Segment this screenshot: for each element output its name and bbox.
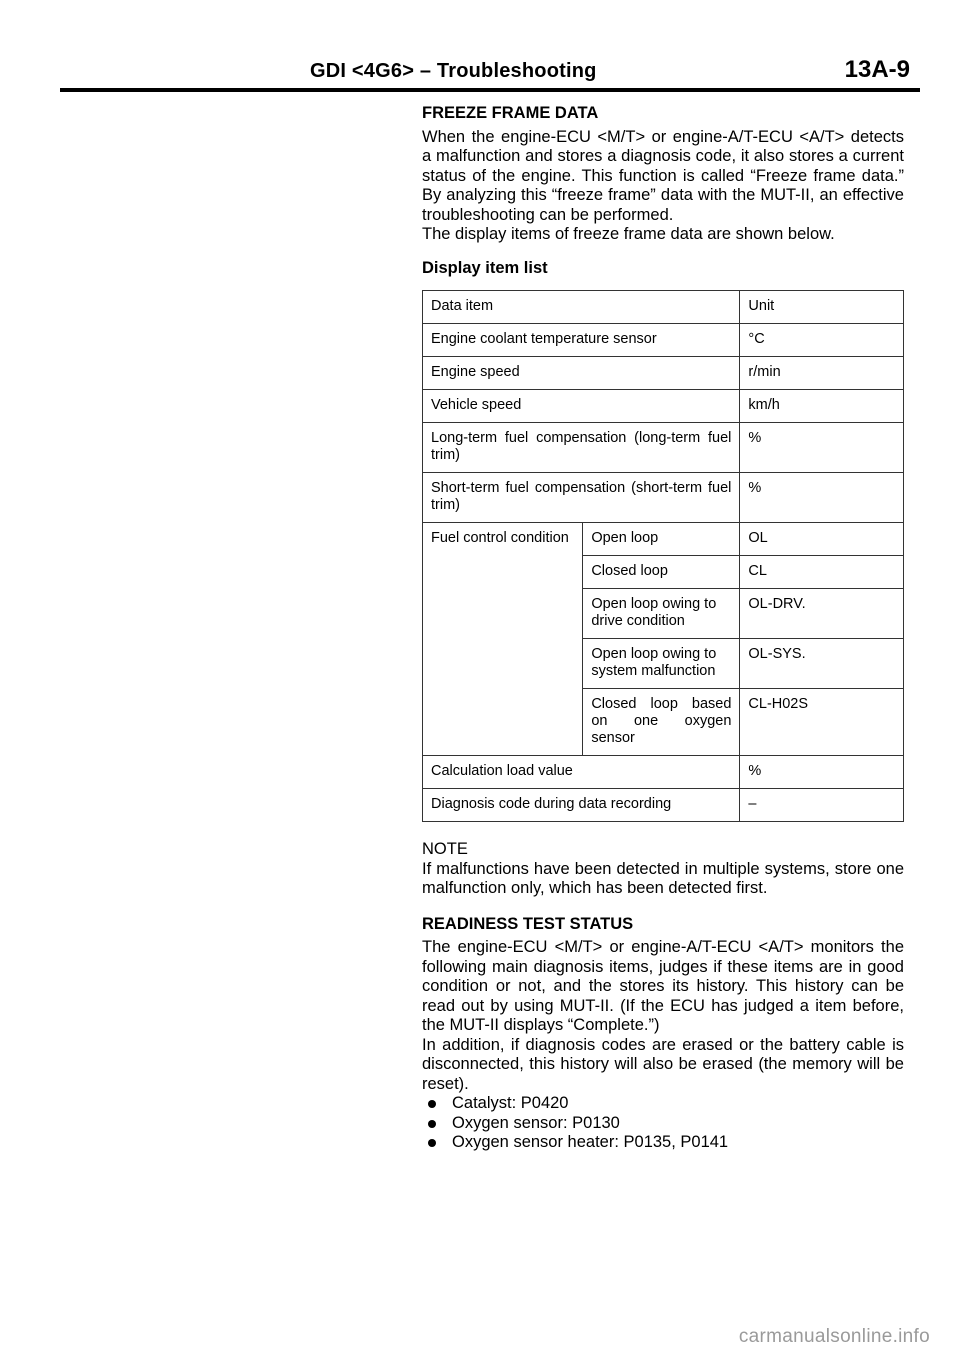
table-row <box>423 523 904 556</box>
header-rule <box>60 88 920 92</box>
table-cell-item: Calculation load value <box>423 756 740 789</box>
list-item <box>422 1133 904 1153</box>
list-item <box>422 1094 904 1114</box>
note-label: NOTE <box>422 840 468 858</box>
table-row <box>423 324 904 357</box>
freeze-frame-title: FREEZE FRAME DATA <box>422 104 599 122</box>
bullet-dot-icon <box>428 1139 436 1147</box>
footer-watermark: carmanualsonline.info <box>738 1326 930 1347</box>
table-header-row <box>423 291 904 324</box>
readiness-paragraph: The engine-ECU <M/T> or engine-A/T-ECU <A/T> monitors the following main diagnosis items, judges if these items are in good condition or not, and the stores its history. This history can be read out by using MUT-II. (If the ECU has judged a item before, the MUT-II displays “Complete.”) <box>422 938 904 1034</box>
table-cell-unit: km/h <box>740 390 904 423</box>
table-row <box>423 756 904 789</box>
table-cell-unit: – <box>740 789 904 822</box>
table-cell-unit: % <box>740 423 904 473</box>
page-number: 13A-9 <box>844 56 910 83</box>
table-cell-item: Engine speed <box>423 357 740 390</box>
main-content <box>422 104 904 1153</box>
table-row <box>423 423 904 473</box>
list-item-text: Oxygen sensor heater: P0135, P0141 <box>452 1133 729 1151</box>
display-list-title: Display item list <box>422 258 548 277</box>
readiness-title: READINESS TEST STATUS <box>422 914 634 933</box>
table-row <box>423 390 904 423</box>
list-item-text: Oxygen sensor: P0130 <box>452 1113 620 1132</box>
table-cell-item: Short-term fuel compensation (short-term fuel trim) <box>423 473 740 523</box>
table-cell-subitem: Closed loop based on one oxygen sensor <box>583 689 740 756</box>
table-cell-unit: OL-SYS. <box>740 639 904 689</box>
table-cell-unit: OL <box>740 523 904 556</box>
table-row <box>423 789 904 822</box>
note-text: If malfunctions have been detected in multiple systems, store one malfunction only, which has been detected first. <box>422 859 904 897</box>
freeze-frame-paragraph-2: The display items of freeze frame data are shown below. <box>422 225 835 243</box>
readiness-paragraph-2: In addition, if diagnosis codes are erased or the battery cable is disconnected, this history will also be erased (the memory will be reset). <box>422 1035 904 1093</box>
list-item-text: Catalyst: P0420 <box>452 1094 569 1112</box>
table-cell-subitem: Open loop owing to drive condition <box>583 589 740 639</box>
table-row <box>423 357 904 390</box>
table-cell-unit: OL-DRV. <box>740 589 904 639</box>
table-cell-subitem: Open loop <box>583 523 740 556</box>
table-header-item: Data item <box>423 291 740 324</box>
display-item-table <box>422 290 904 822</box>
table-row <box>423 473 904 523</box>
table-cell-unit: % <box>740 473 904 523</box>
table-cell-unit: CL <box>740 556 904 589</box>
fuel-control-label: Fuel control condition <box>423 523 583 756</box>
freeze-frame-paragraph: When the engine-ECU <M/T> or engine-A/T-ECU <A/T> detects a malfunction and stores a diagnosis code, it also stores a current status of the engine. This function is called “Freeze frame data.” By analyzing this “freeze frame” data with the MUT-II, an effective troubleshooting can be performed. <box>422 127 904 224</box>
list-item <box>422 1114 904 1134</box>
bullet-dot-icon <box>428 1100 436 1108</box>
table-cell-item: Long-term fuel compensation (long-term fuel trim) <box>423 423 740 473</box>
table-cell-unit: % <box>740 756 904 789</box>
bullet-dot-icon <box>428 1120 436 1128</box>
table-header-unit: Unit <box>740 291 904 324</box>
table-cell-subitem: Closed loop <box>583 556 740 589</box>
monitor-list <box>422 1094 904 1153</box>
table-cell-unit: r/min <box>740 357 904 390</box>
table-cell-unit: °C <box>740 324 904 357</box>
page-header <box>60 56 920 90</box>
table-cell-item: Vehicle speed <box>423 390 740 423</box>
table-cell-item: Diagnosis code during data recording <box>423 789 740 822</box>
table-cell-subitem: Open loop owing to system malfunction <box>583 639 740 689</box>
header-title: GDI <4G6> – Troubleshooting <box>310 60 597 82</box>
table-cell-unit: CL-H02S <box>740 689 904 756</box>
table-cell-item: Engine coolant temperature sensor <box>423 324 740 357</box>
